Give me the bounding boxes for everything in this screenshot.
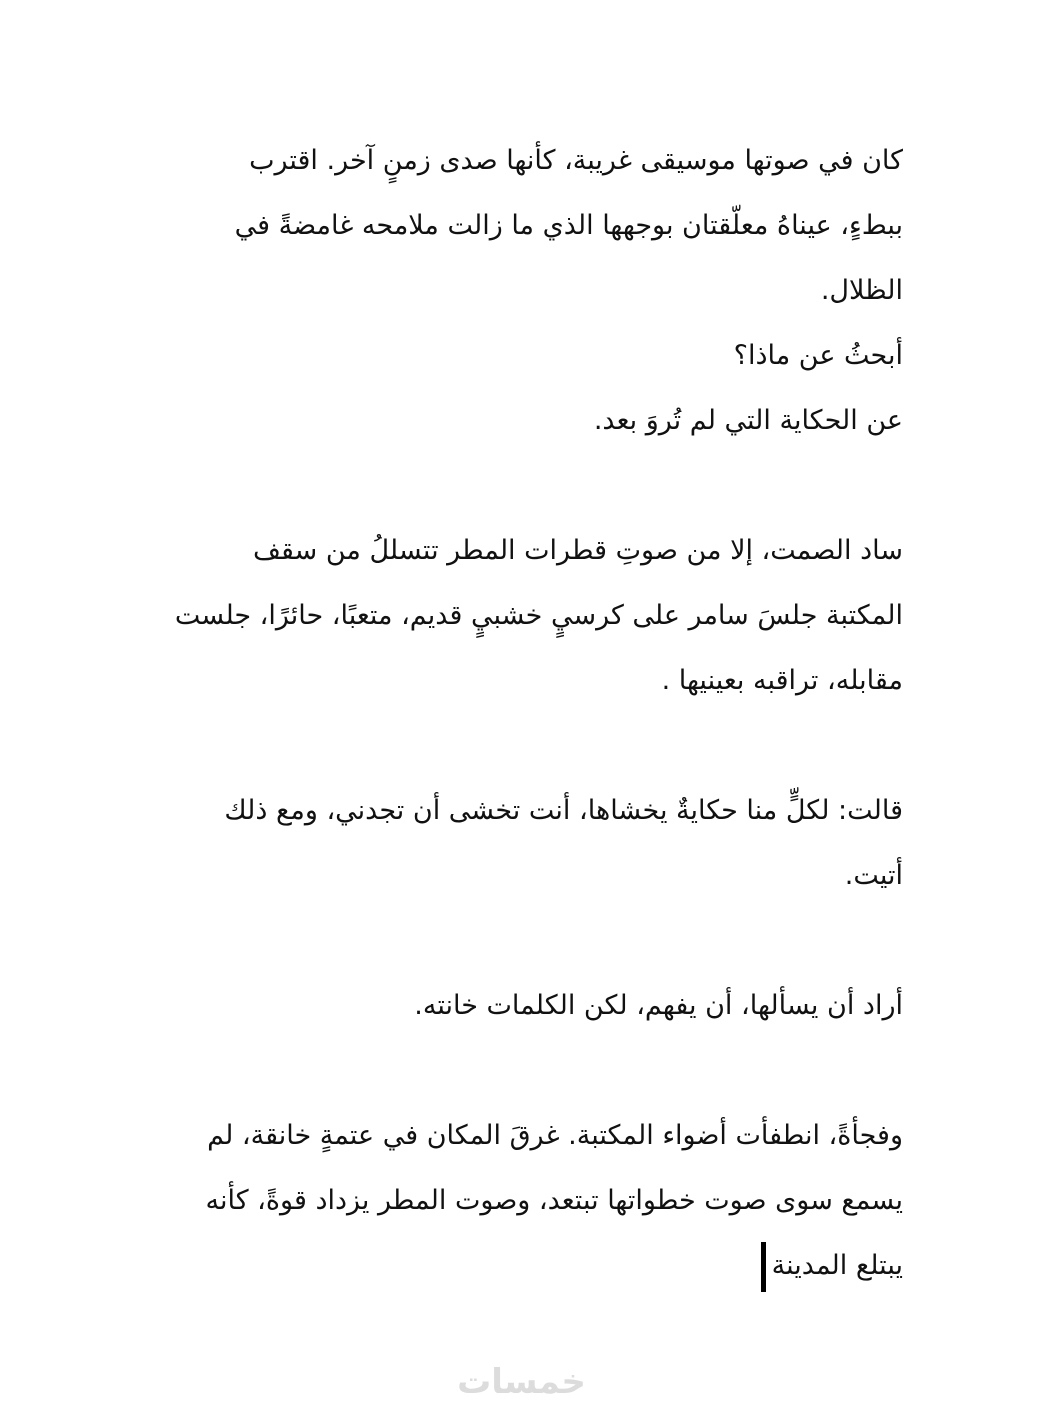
text-line: كان في صوتها موسيقى غريبة، كأنها صدى زمنٍ آخر. اقترب	[249, 145, 903, 176]
paragraph-suddenly	[133, 1103, 903, 1298]
text-line: الظلال.	[820, 275, 903, 306]
text-line: أتيت.	[844, 860, 903, 891]
text-line: ساد الصمت، إلا من صوتِ قطرات المطر تتسللُ من سقف	[253, 535, 903, 566]
text-line-last	[133, 1233, 903, 1298]
text-line: المكتبة جلسَ سامر على كرسيٍ خشبيٍ قديم، متعبًا، حائرًا، جلست	[174, 600, 903, 631]
paragraph-silence	[133, 518, 903, 713]
text-line: عن الحكاية التي لم تُروَ بعد.	[593, 405, 903, 436]
text-line: ببطءٍ، عيناهُ معلّقتان بوجهها الذي ما زالت ملامحه غامضةً في	[234, 210, 903, 241]
text-line: يسمع سوى صوت خطواتها تبتعد، وصوت المطر يزداد قوةً، كأنه	[205, 1185, 903, 1216]
paragraph-she-said	[133, 778, 903, 908]
text-line: أبحثُ عن ماذا؟	[733, 340, 903, 371]
text-line-content: يبتلع المدينة	[771, 1250, 903, 1281]
text-line: مقابله، تراقبه بعينيها .	[661, 665, 903, 696]
watermark-logo: خمسات	[457, 1362, 586, 1402]
text-line: وفجأةً، انطفأت أضواء المكتبة. غرقَ المكان في عتمةٍ خانقة، لم	[207, 1120, 903, 1151]
text-cursor	[761, 1242, 766, 1292]
text-line: قالت: لكلٍّ منا حكايةٌ يخشاها، أنت تخشى أن تجدني، ومع ذلك	[224, 795, 903, 826]
paragraph-opening	[133, 128, 903, 453]
paragraph-he-wanted	[133, 973, 903, 1038]
text-line: أراد أن يسألها، أن يفهم، لكن الكلمات خانته.	[414, 990, 903, 1021]
